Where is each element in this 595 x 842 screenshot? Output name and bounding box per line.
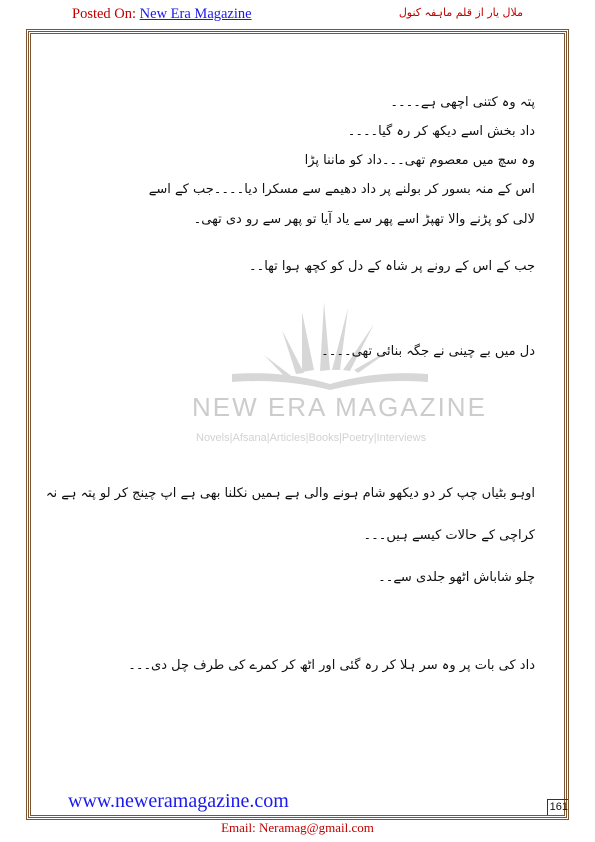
body-line-4: اس کے منہ بسور کر بولنے پر داد دھیمے سے مسکرا دیا۔۔۔۔جب کے اسے [148,182,535,197]
body-line-10: چلو شاباش اٹھو جلدی سے۔۔ [378,570,535,585]
body-line-1: پتہ وہ کتنی اچھی ہے۔۔۔۔ [390,95,535,110]
body-line-6: جب کے اس کے رونے پر شاہ کے دل کو کچھ ہوا تھا۔۔ [248,259,535,274]
magazine-link[interactable]: New Era Magazine [139,6,252,22]
page-number: 161 [547,799,568,815]
body-line-5: لالی کو پڑنے والا تھپڑ اسے پھر سے یاد آیا تو پھر سے رو دی تھی۔ [193,212,535,227]
body-line-3: وہ سچ میں معصوم تھی۔۔۔داد کو ماننا پڑا [304,153,535,168]
posted-label: Posted On: [72,6,137,22]
email-line: Email: Neramag@gmail.com [221,820,374,835]
body-line-11: داد کی بات پر وہ سر ہلا کر رہ گئی اور اٹھ کر کمرے کی طرف چل دی۔۔۔ [128,658,535,673]
watermark-title: NEW ERA MAGAZINE [192,392,487,422]
author-line: ملال یار از قلم ماہفہ کنول [398,6,523,19]
body-line-9: کراچی کے حالات کیسے ہیں۔۔۔ [363,528,535,543]
body-line-2: داد بخش اسے دیکھ کر رہ گیا۔۔۔۔ [347,124,535,139]
page-border [26,29,569,820]
body-line-8: اوہو بٹیاں چپ کر دو دیکھو شام ہونے والی ہے ہمیں نکلنا بھی ہے اپ چینج کر لو پتہ ہے نہ [45,486,535,501]
website-link[interactable]: www.neweramagazine.com [68,790,289,812]
body-line-7: دل میں بے چینی نے جگہ بنائی تھی۔۔۔۔ [321,344,535,359]
watermark-tagline: Novels|Afsana|Articles|Books|Poetry|Interviews [196,432,427,444]
header-posted-on [72,6,252,23]
